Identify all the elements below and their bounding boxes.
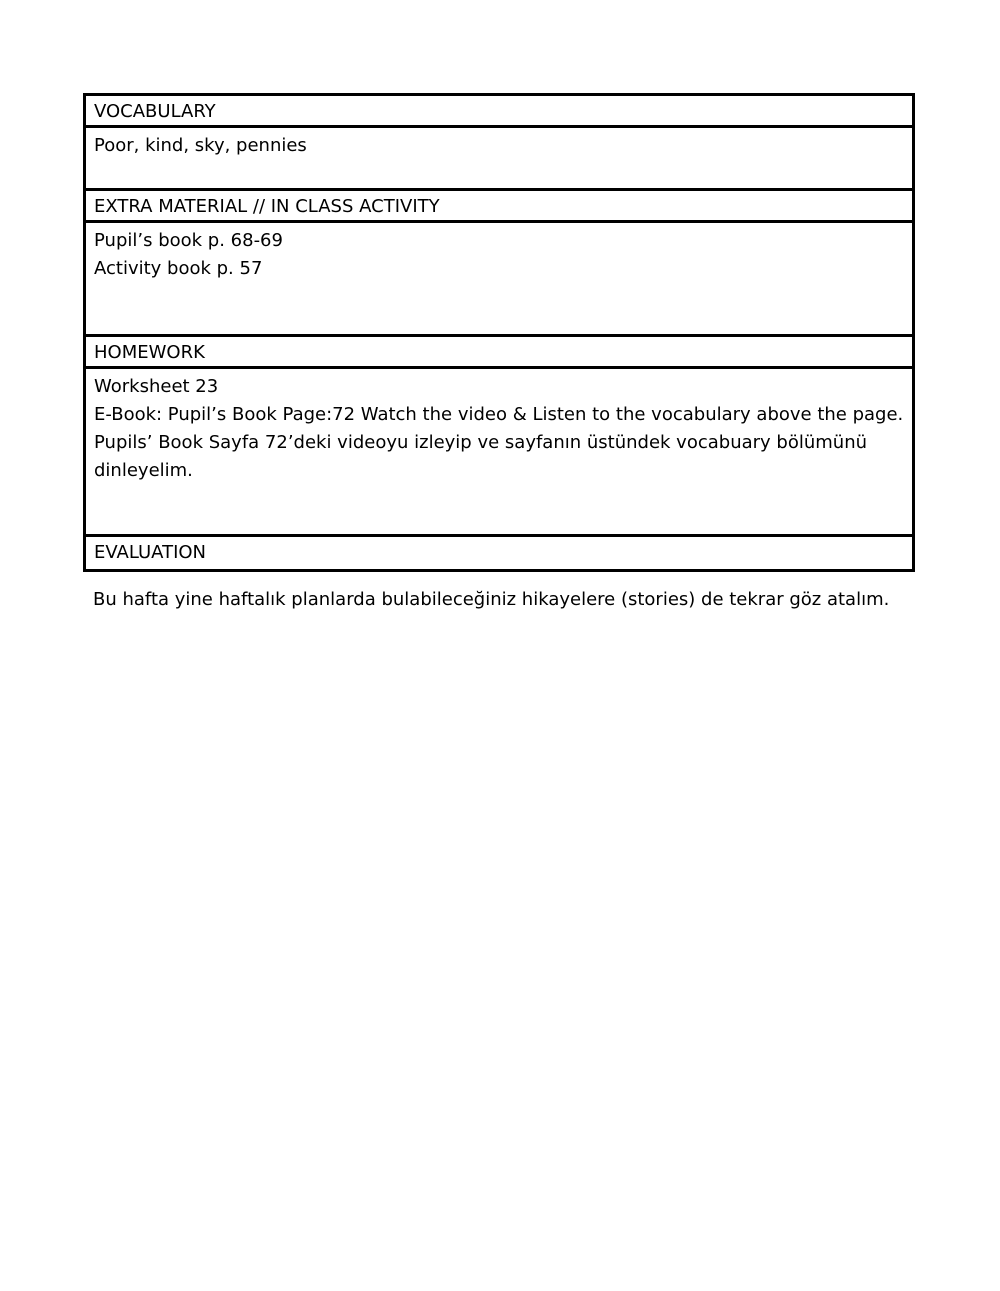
vocabulary-line: Poor, kind, sky, pennies — [94, 135, 307, 156]
homework-content — [86, 369, 912, 537]
vocabulary-content — [86, 128, 912, 191]
homework-line: Pupils’ Book Sayfa 72’deki videoyu izleyip ve sayfanın üstündek vocabuary bölümünü — [94, 432, 868, 453]
extra-material-line: Pupil’s book p. 68-69 — [94, 230, 283, 251]
extra-material-line: Activity book p. 57 — [94, 258, 263, 279]
extra-material-heading: EXTRA MATERIAL // IN CLASS ACTIVITY — [86, 191, 912, 223]
homework-line: dinleyelim. — [94, 460, 193, 481]
vocabulary-heading: VOCABULARY — [86, 96, 912, 128]
lesson-plan-table — [83, 93, 915, 572]
evaluation-heading: EVALUATION — [94, 542, 207, 563]
footer-note: Bu hafta yine haftalık planlarda bulabileceğiniz hikayelere (stories) de tekrar göz atalım. — [93, 589, 890, 610]
homework-line: Worksheet 23 — [94, 376, 219, 397]
extra-material-content — [86, 223, 912, 337]
homework-heading: HOMEWORK — [86, 337, 912, 369]
homework-line: E-Book: Pupil’s Book Page:72 Watch the video & Listen to the vocabulary above the page. — [94, 404, 904, 425]
